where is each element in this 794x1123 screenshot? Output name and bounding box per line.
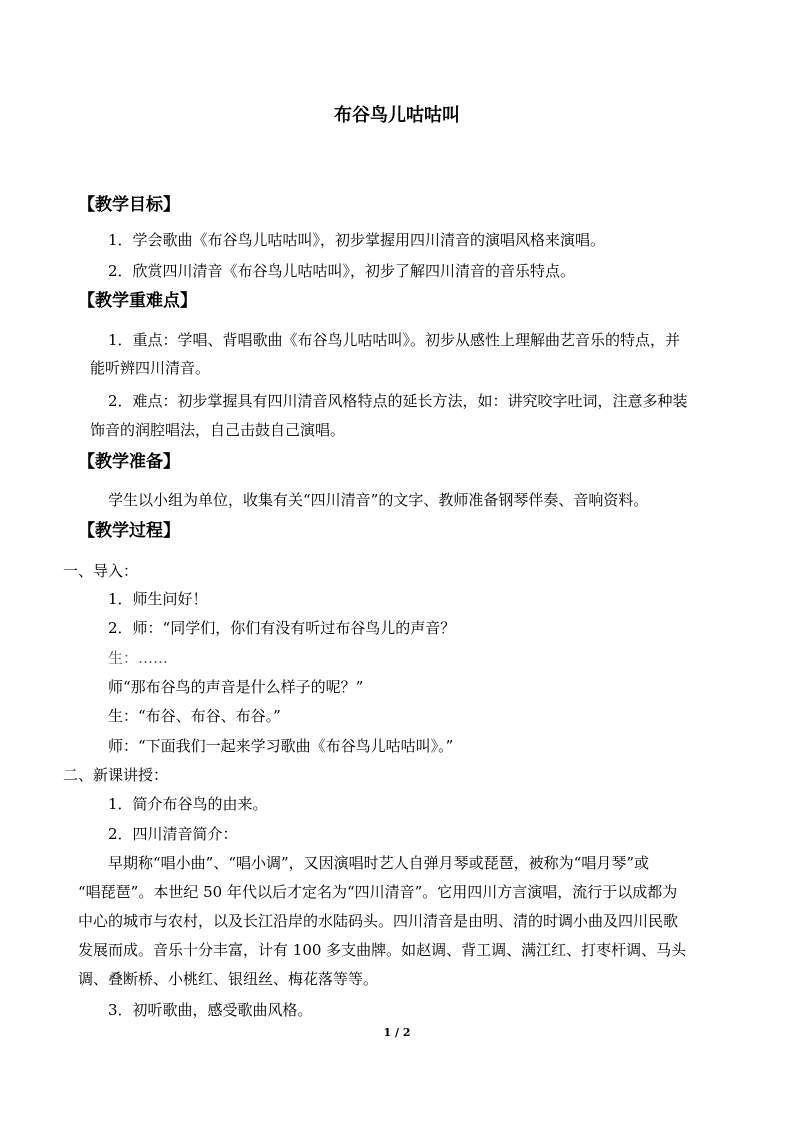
heading-goals: 【教学目标】	[78, 195, 180, 215]
prep-line: 学生以小组为单位，收集有关“四川清音”的文字、教师准备钢琴伴奏、音响资料。	[108, 491, 649, 509]
process-line: 早期称“唱小曲”、“唱小调”，又因演唱时艺人自弹月琴或琵琶，被称为“唱月琴”或	[108, 854, 650, 872]
heading-key-points: 【教学重难点】	[78, 291, 197, 311]
goal-line: 2．欣赏四川清音《布谷鸟儿咕咕叫》，初步了解四川清音的音乐特点。	[108, 262, 576, 280]
process-line: 1．简介布谷鸟的由来。	[108, 795, 268, 813]
heading-prep: 【教学准备】	[78, 452, 180, 472]
process-line: 3．初听歌曲，感受歌曲风格。	[108, 1001, 313, 1019]
page-number: 1 / 2	[383, 1026, 411, 1039]
heading-process: 【教学过程】	[78, 521, 180, 541]
process-line: 师：“下面我们一起来学习歌曲《布谷鸟儿咕咕叫》。”	[108, 737, 454, 755]
process-line: 师“那布谷鸟的声音是什么样子的呢？”	[108, 678, 364, 696]
process-line: 中心的城市与农村，以及长江沿岸的水陆码头。四川清音是由明、清的时调小曲及四川民歌	[78, 912, 679, 930]
process-line: 2．师：“同学们，你们有没有听过布谷鸟儿的声音？	[108, 619, 456, 637]
document-title: 布谷鸟儿咕咕叫	[334, 105, 460, 126]
process-line: “唱琵琶”。本世纪 50 年代以后才定名为“四川清音”。它用四川方言演唱，流行于以成都为	[78, 883, 678, 901]
goal-line: 1．学会歌曲《布谷鸟儿咕咕叫》，初步掌握用四川清音的演唱风格来演唱。	[108, 231, 606, 249]
process-line: 二、新课讲授：	[63, 766, 169, 784]
key-point-line: 1．重点：学唱、背唱歌曲《布谷鸟儿咕咕叫》。初步从感性上理解曲艺音乐的特点，并	[108, 331, 681, 349]
process-line: 1．师生问好！	[108, 590, 208, 608]
process-line: 发展而成。音乐十分丰富，计有 100 多支曲牌。如赵调、背工调、满江红、打枣杆调、马头	[78, 941, 687, 959]
process-line: 生：……	[108, 649, 169, 667]
process-line: 一、导入：	[63, 562, 139, 580]
key-point-line: 能听辨四川清音。	[90, 359, 211, 377]
process-line: 2．四川清音简介：	[108, 825, 238, 843]
key-point-line: 饰音的润腔唱法，自己击鼓自己演唱。	[90, 421, 346, 439]
process-line: 调、叠断桥、小桃红、银纽丝、梅花落等等。	[78, 970, 379, 988]
process-line: 生：“布谷、布谷、布谷。”	[108, 707, 281, 725]
key-point-line: 2．难点：初步掌握具有四川清音风格特点的延长方法，如：讲究咬字吐词，注意多种装	[108, 392, 688, 410]
